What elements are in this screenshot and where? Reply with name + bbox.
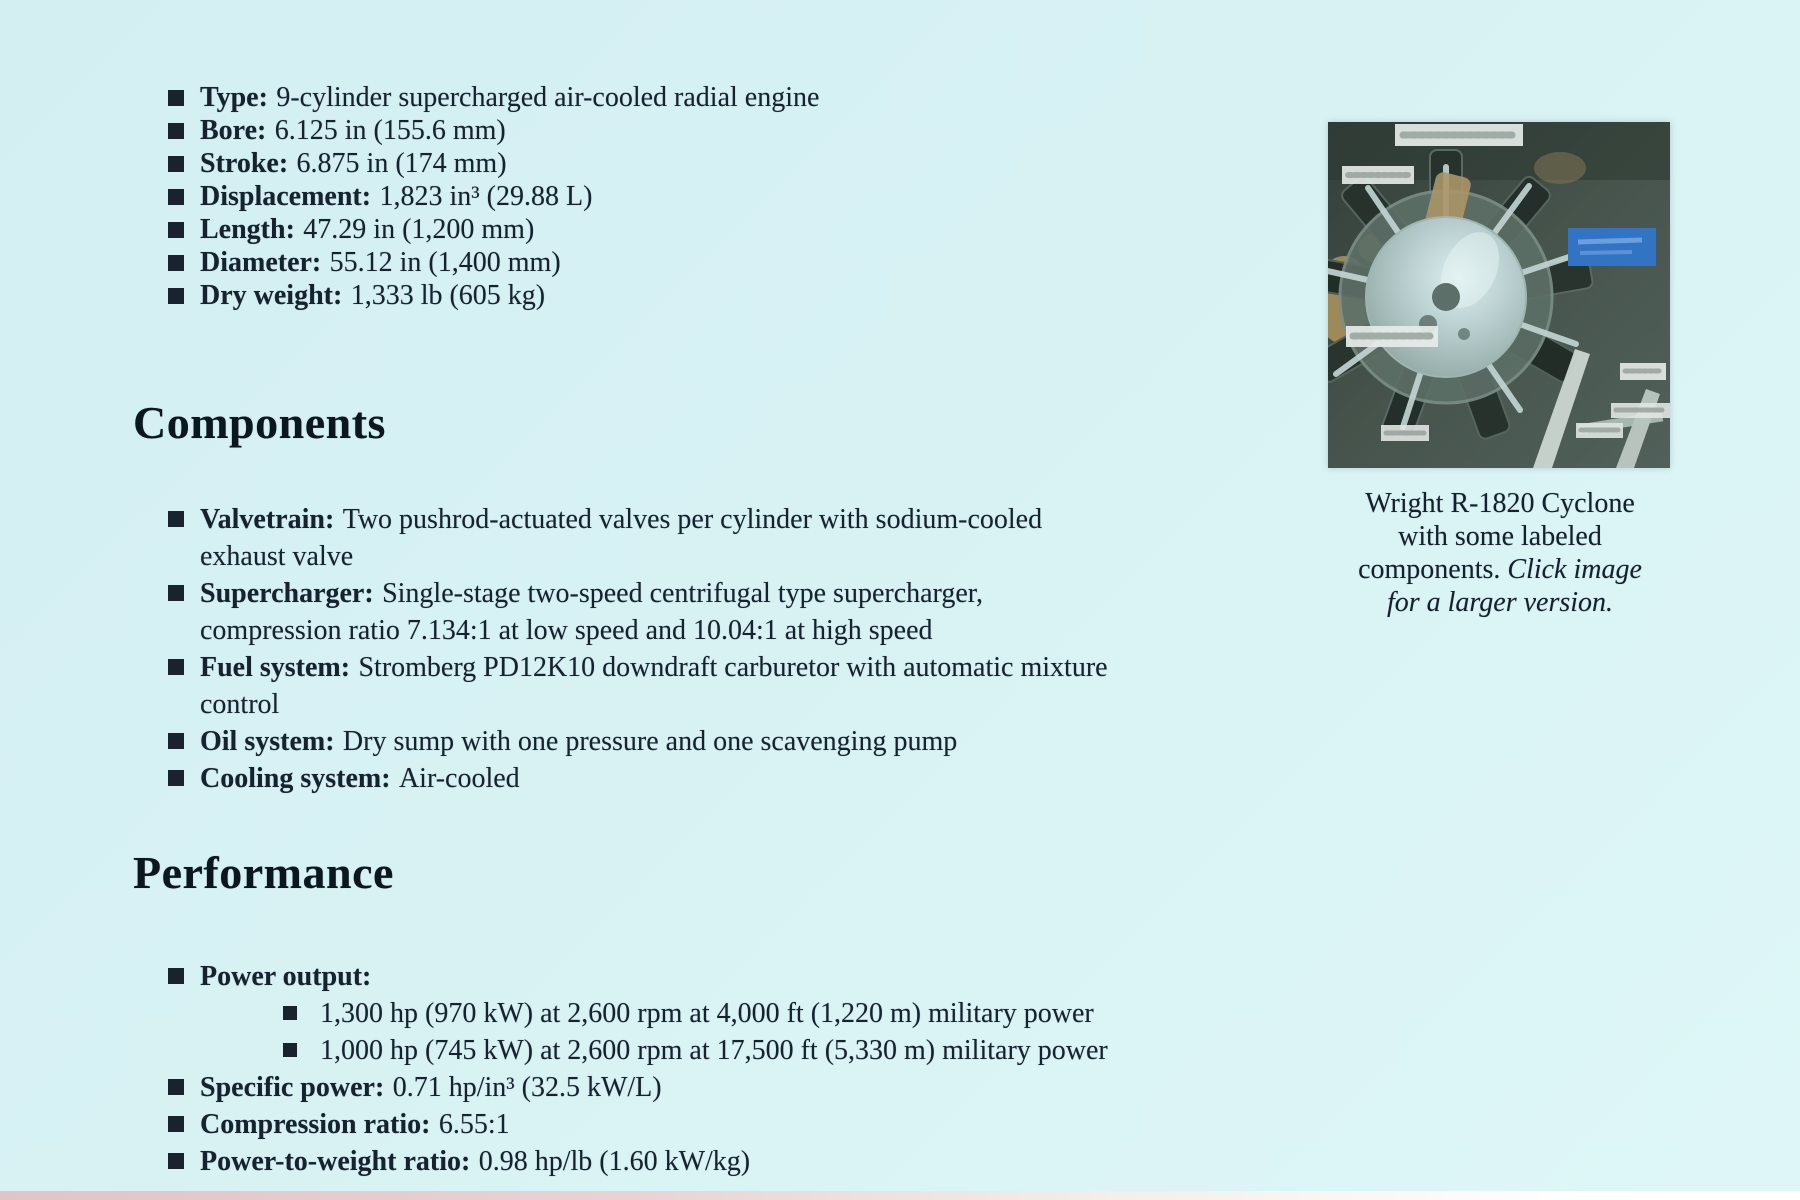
caption-line: Wright R-1820 Cyclone <box>1365 488 1635 519</box>
components-heading: Components <box>133 397 386 448</box>
list-subitem: 1,300 hp (970 kW) at 2,600 rpm at 4,000 ft (1,220 m) military power <box>168 995 1618 1032</box>
bullet-square-icon <box>168 968 184 984</box>
bullet-square-icon <box>168 770 184 786</box>
list-item: Diameter: 55.12 in (1,400 mm) <box>168 246 1168 279</box>
bullet-square-icon <box>168 222 184 238</box>
bullet-square-icon <box>168 585 184 601</box>
list-item: Valvetrain: Two pushrod-actuated valves per cylinder with sodium-cooled exhaust valve <box>168 501 1128 575</box>
list-item: Length: 47.29 in (1,200 mm) <box>168 213 1168 246</box>
bullet-square-icon <box>168 288 184 304</box>
figure-caption <box>1316 487 1684 619</box>
bullet-square-icon <box>168 156 184 172</box>
list-item: Stroke: 6.875 in (174 mm) <box>168 147 1168 180</box>
list-item: Oil system: Dry sump with one pressure and one scavenging pump <box>168 723 1128 760</box>
list-subitem: 1,000 hp (745 kW) at 2,600 rpm at 17,500 ft (5,330 m) military power <box>168 1032 1618 1069</box>
list-item: Dry weight: 1,333 lb (605 kg) <box>168 279 1168 312</box>
list-item: Power-to-weight ratio: 0.98 hp/lb (1.60 kW/kg) <box>168 1143 1618 1180</box>
bullet-square-icon <box>168 511 184 527</box>
caption-line: components. Click image <box>1358 554 1642 585</box>
bullet-square-icon <box>168 123 184 139</box>
bullet-square-icon <box>168 1153 184 1169</box>
bullet-square-icon <box>283 1006 297 1020</box>
performance-heading: Performance <box>133 847 394 898</box>
engine-photo[interactable] <box>1328 122 1670 468</box>
list-item: Power output: <box>168 958 1618 995</box>
list-item: Supercharger: Single-stage two-speed centrifugal type supercharger, compression ratio 7.134:1 at low speed and 10.04:1 at high speed <box>168 575 1128 649</box>
caption-line: with some labeled <box>1398 521 1602 552</box>
list-item: Cooling system: Air-cooled <box>168 760 1128 797</box>
page-bottom-edge <box>0 1191 1800 1200</box>
bullet-square-icon <box>168 255 184 271</box>
bullet-square-icon <box>168 733 184 749</box>
engine-photo-illustration <box>1328 122 1670 468</box>
bullet-square-icon <box>168 189 184 205</box>
list-item: Fuel system: Stromberg PD12K10 downdraft carburetor with automatic mixture control <box>168 649 1128 723</box>
list-item: Specific power: 0.71 hp/in³ (32.5 kW/L) <box>168 1069 1618 1106</box>
spec-list <box>168 81 1168 312</box>
list-item: Type: 9-cylinder supercharged air-cooled radial engine <box>168 81 1168 114</box>
list-item: Displacement: 1,823 in³ (29.88 L) <box>168 180 1168 213</box>
caption-line: for a larger version. <box>1386 587 1614 618</box>
bullet-square-icon <box>168 659 184 675</box>
photo-blue-box <box>1568 228 1656 266</box>
bullet-square-icon <box>168 1116 184 1132</box>
performance-list <box>168 958 1618 1180</box>
bullet-square-icon <box>168 90 184 106</box>
components-list <box>168 501 1128 797</box>
bullet-square-icon <box>283 1043 297 1057</box>
list-item: Compression ratio: 6.55:1 <box>168 1106 1618 1143</box>
bullet-square-icon <box>168 1079 184 1095</box>
list-item: Bore: 6.125 in (155.6 mm) <box>168 114 1168 147</box>
